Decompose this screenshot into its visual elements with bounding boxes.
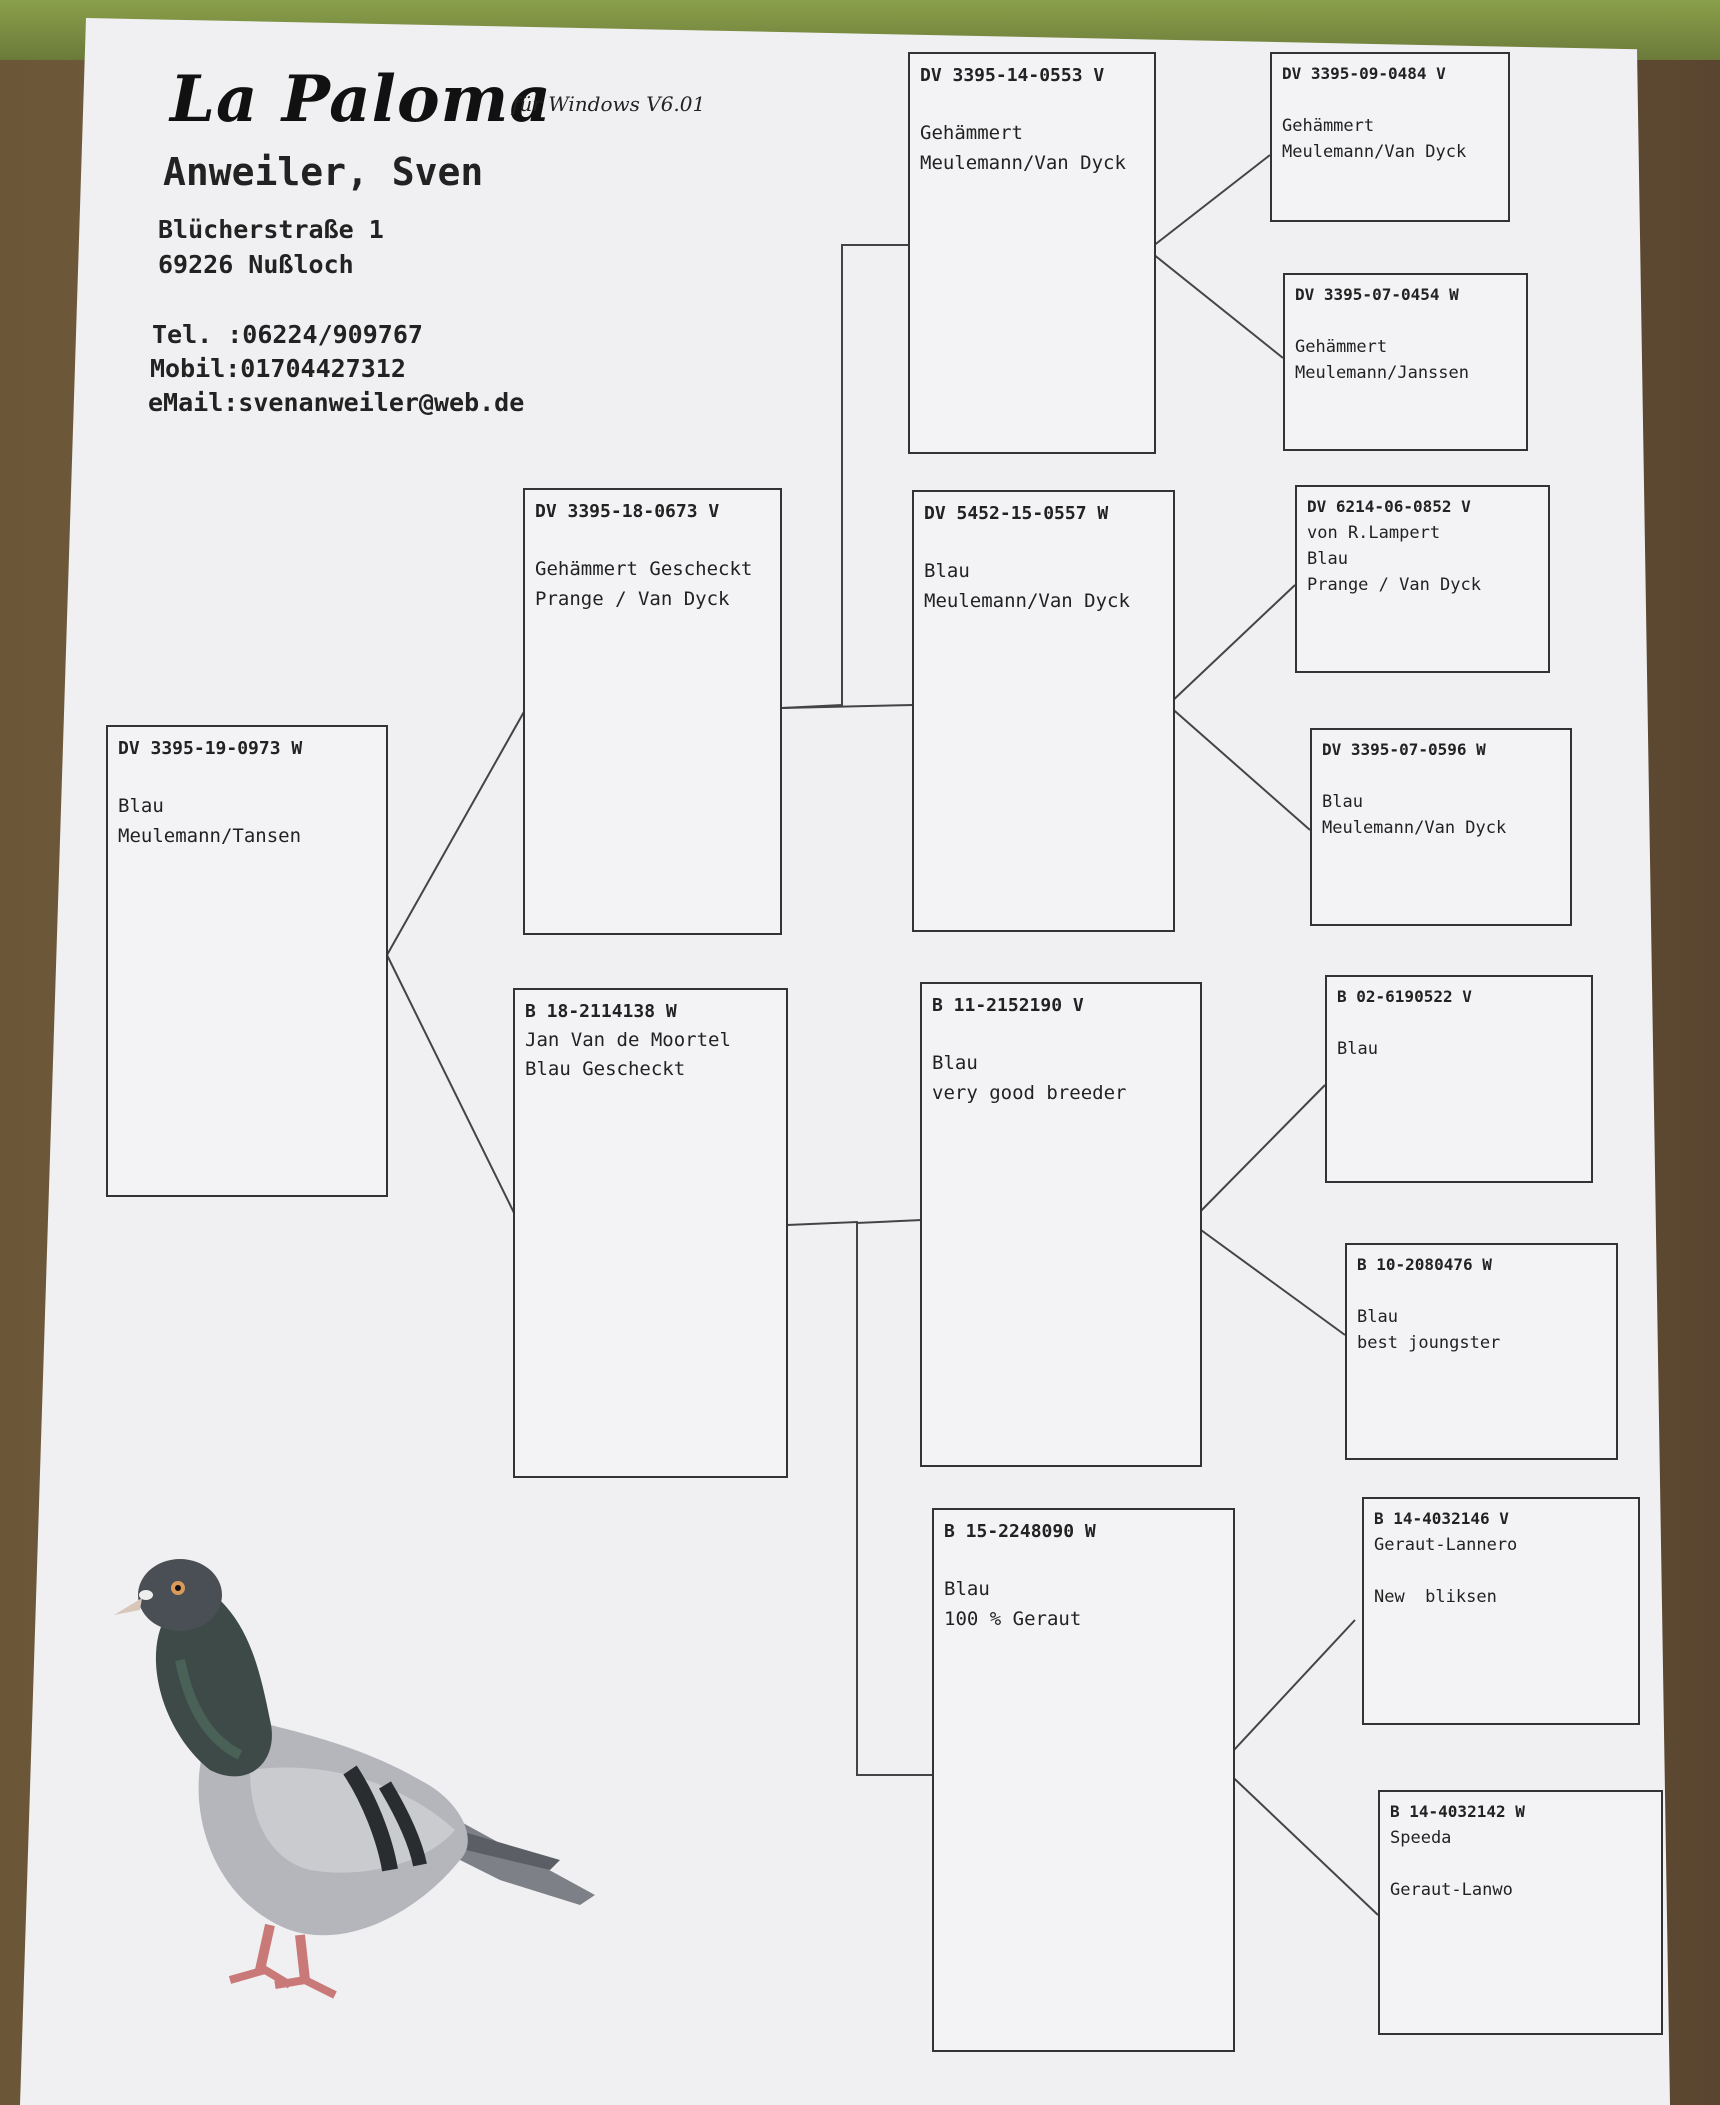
owner-phone: Tel. :06224/909767 xyxy=(152,320,423,349)
app-logo: La Paloma xyxy=(170,62,552,137)
pedigree-card-ss-dam xyxy=(1283,273,1528,451)
card-line: best joungster xyxy=(1357,1333,1501,1354)
card-line xyxy=(1390,1851,1651,1877)
ring-number: B 10-2080476 W xyxy=(1357,1255,1492,1274)
ring-number: DV 3395-07-0454 W xyxy=(1295,285,1459,304)
card-line xyxy=(1282,87,1498,113)
card-line: Meulemann/Van Dyck xyxy=(924,589,1130,612)
card-line: very good breeder xyxy=(932,1081,1127,1104)
ring-number: B 11-2152190 V xyxy=(932,995,1084,1016)
card-line xyxy=(1322,763,1560,789)
pedigree-card-ds-sire xyxy=(1325,975,1593,1183)
card-line: Gehämmert Gescheckt xyxy=(535,558,753,581)
pedigree-card-dam-sire xyxy=(920,982,1202,1467)
card-line xyxy=(1295,308,1516,334)
card-line xyxy=(924,528,1163,557)
pedigree-card-sire-sire xyxy=(908,52,1156,454)
card-line: Blau Gescheckt xyxy=(525,1058,686,1081)
pigeon-illustration xyxy=(100,1540,620,2040)
card-line: von R.Lampert xyxy=(1307,522,1441,543)
card-line: Meulemann/Van Dyck xyxy=(1322,818,1507,839)
pedigree-card-dd-dam xyxy=(1378,1790,1663,2035)
card-line: Meulemann/Tansen xyxy=(118,824,302,847)
card-line: Blau xyxy=(924,560,970,583)
card-line: Blau xyxy=(1307,549,1348,570)
owner-mobile: Mobil:01704427312 xyxy=(150,354,406,383)
card-line: Prange / Van Dyck xyxy=(1307,575,1481,596)
ring-number: B 14-4032142 W xyxy=(1390,1802,1525,1821)
card-line xyxy=(1337,1010,1581,1036)
card-line: Geraut-Lanwo xyxy=(1390,1880,1513,1901)
card-line: New bliksen xyxy=(1374,1587,1497,1608)
card-line: Blau xyxy=(1357,1307,1398,1328)
card-line: Geraut-Lannero xyxy=(1374,1534,1518,1555)
pedigree-card-sd-sire xyxy=(1295,485,1550,673)
ring-number: DV 3395-18-0673 V xyxy=(535,501,720,522)
ring-number: DV 6214-06-0852 V xyxy=(1307,497,1471,516)
ring-number: DV 3395-19-0973 W xyxy=(118,738,303,759)
ring-number: B 02-6190522 V xyxy=(1337,987,1472,1006)
pedigree-card-sire xyxy=(523,488,782,935)
card-line: Meulemann/Van Dyck xyxy=(1282,142,1467,163)
card-line xyxy=(535,526,770,555)
card-line: Speeda xyxy=(1390,1827,1452,1848)
ring-number: B 18-2114138 W xyxy=(525,1001,677,1022)
card-line: Gehämmert xyxy=(1295,337,1388,358)
card-line xyxy=(118,763,376,792)
ring-number: DV 3395-09-0484 V xyxy=(1282,64,1446,83)
card-line: Gehämmert xyxy=(1282,116,1375,137)
ring-number: DV 3395-07-0596 W xyxy=(1322,740,1486,759)
card-line: 100 % Geraut xyxy=(944,1607,1082,1630)
ring-number: DV 5452-15-0557 W xyxy=(924,503,1109,524)
pedigree-card-sire-dam xyxy=(912,490,1175,932)
pedigree-card-dd-sire xyxy=(1362,1497,1640,1725)
pedigree-card-ss-sire xyxy=(1270,52,1510,222)
ring-number: DV 3395-14-0553 V xyxy=(920,65,1105,86)
card-line: Blau xyxy=(944,1578,990,1601)
card-line xyxy=(920,90,1144,119)
card-line: Prange / Van Dyck xyxy=(535,587,730,610)
card-line: Blau xyxy=(1322,792,1363,813)
pedigree-card-dam xyxy=(513,988,788,1478)
owner-street: Blücherstraße 1 xyxy=(158,215,384,244)
card-line: Meulemann/Janssen xyxy=(1295,363,1469,384)
app-version: für Windows V6.01 xyxy=(512,92,706,116)
card-line: Blau xyxy=(118,795,164,818)
owner-email: eMail:svenanweiler@web.de xyxy=(148,388,525,417)
pedigree-card-ds-dam xyxy=(1345,1243,1618,1460)
card-line xyxy=(932,1020,1190,1049)
card-line: Meulemann/Van Dyck xyxy=(920,151,1126,174)
owner-name: Anweiler, Sven xyxy=(163,150,484,194)
card-line: Jan Van de Moortel xyxy=(525,1028,731,1051)
ring-number: B 14-4032146 V xyxy=(1374,1509,1509,1528)
card-line xyxy=(944,1546,1223,1575)
card-line xyxy=(1337,1062,1581,1088)
card-line: Blau xyxy=(932,1052,978,1075)
card-line: Blau xyxy=(1337,1039,1378,1060)
card-line xyxy=(1357,1278,1606,1304)
ring-number: B 15-2248090 W xyxy=(944,1521,1096,1542)
card-line: Gehämmert xyxy=(920,122,1023,145)
card-line xyxy=(1374,1558,1628,1584)
pedigree-card-sd-dam xyxy=(1310,728,1572,926)
pedigree-card-subject xyxy=(106,725,388,1197)
pedigree-card-dam-dam xyxy=(932,1508,1235,2052)
owner-city: 69226 Nußloch xyxy=(158,250,354,279)
